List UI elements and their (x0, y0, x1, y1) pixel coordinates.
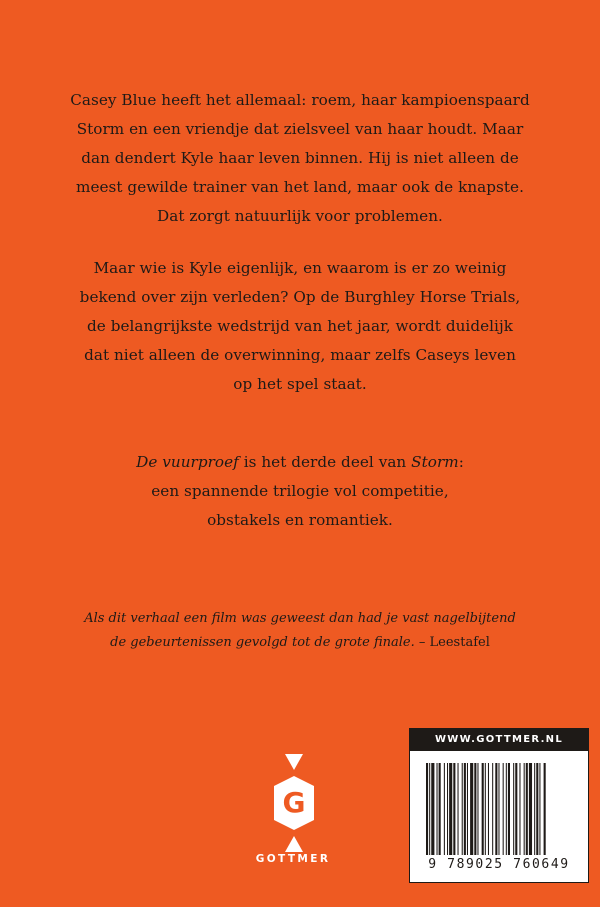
blurb-text: is het derde deel van (238, 453, 412, 471)
barcode-bar (439, 763, 441, 855)
blurb-text: : (458, 453, 464, 471)
barcode-bar (453, 763, 455, 855)
barcode-bar (447, 763, 448, 855)
quote-text: de gebeurtenissen gevolgd tot de grote finale. (110, 635, 415, 650)
blurb-line: de belangrijkste wedstrijd van het jaar, wordt duidelijk (87, 317, 513, 335)
barcode-bar (426, 763, 428, 855)
barcode-panel (409, 728, 589, 883)
barcode-bar (470, 763, 473, 855)
logo-letter: G (282, 786, 306, 819)
barcode-bar (467, 763, 468, 855)
barcode-bar (519, 763, 520, 855)
barcode-bar (492, 763, 493, 855)
quote-text: Als dit verhaal een film was geweest dan had je vast nagelbijtend (84, 611, 516, 626)
barcode-bar (544, 763, 546, 855)
blurb-line: meest gewilde trainer van het land, maar ook de knapste. (76, 178, 524, 196)
barcode-bar (526, 763, 528, 855)
blurb-line: Casey Blue heeft het allemaal: roem, haar kampioenspaard (70, 91, 530, 109)
barcode-bar (515, 763, 517, 855)
gottmer-logo-icon (262, 750, 326, 870)
barcode-bar (464, 763, 466, 855)
barcode-bar (524, 763, 525, 855)
blurb-line: obstakels en romantiek. (207, 511, 393, 529)
blurb-line: dan dendert Kyle haar leven binnen. Hij is niet alleen de (81, 149, 519, 167)
barcode-bar (437, 763, 438, 855)
barcode-bar (503, 763, 504, 855)
barcode-bar (482, 763, 484, 855)
blurb-line: dat niet alleen de overwinning, maar zelfs Caseys leven (84, 346, 516, 364)
barcode-bar (431, 763, 434, 855)
barcode-bar (495, 763, 497, 855)
barcode-bar (529, 763, 532, 855)
review-quote (0, 607, 600, 655)
blurb-line: Maar wie is Kyle eigenlijk, en waarom is er zo weinig (93, 259, 507, 277)
book-title: De vuurproef (136, 453, 239, 471)
blurb-line: bekend over zijn verleden? Op de Burghley Horse Trials, (79, 288, 521, 306)
blurb-line: een spannende trilogie vol competitie, (151, 482, 449, 500)
blurb-line (0, 448, 600, 477)
barcode-bar (462, 763, 463, 855)
barcode-bar (534, 763, 535, 855)
barcode-bar (458, 763, 459, 855)
barcode-bar (477, 763, 478, 855)
isbn-barcode-icon (424, 763, 574, 855)
barcode-bar (536, 763, 538, 855)
blurb-line: Dat zorgt natuurlijk voor problemen. (157, 207, 443, 225)
quote-line (0, 607, 600, 631)
blurb-paragraph-1 (0, 86, 600, 231)
barcode-bar (429, 763, 430, 855)
barcode-bar (444, 763, 445, 855)
quote-source: – Leestafel (414, 635, 490, 650)
publisher-name: GOTTMER (255, 853, 331, 865)
barcode-bar (539, 763, 540, 855)
barcode-bar (474, 763, 476, 855)
barcode-bar (506, 763, 507, 855)
barcode-bar (449, 763, 452, 855)
barcode-bar (498, 763, 499, 855)
publisher-url: WWW.GOTTMER.NL (410, 729, 588, 751)
quote-line (0, 631, 600, 655)
barcode-bar (508, 763, 510, 855)
blurb-paragraph-3 (0, 448, 600, 535)
blurb-paragraph-2 (0, 254, 600, 399)
barcode-bar (488, 763, 489, 855)
series-title: Storm (411, 453, 459, 471)
barcode-bar (513, 763, 514, 855)
isbn-digits: 9 789025 760649 (428, 857, 570, 872)
blurb-line: op het spel staat. (233, 375, 367, 393)
barcode-bar (485, 763, 486, 855)
blurb-line: Storm en een vriendje dat zielsveel van haar houdt. Maar (76, 120, 524, 138)
